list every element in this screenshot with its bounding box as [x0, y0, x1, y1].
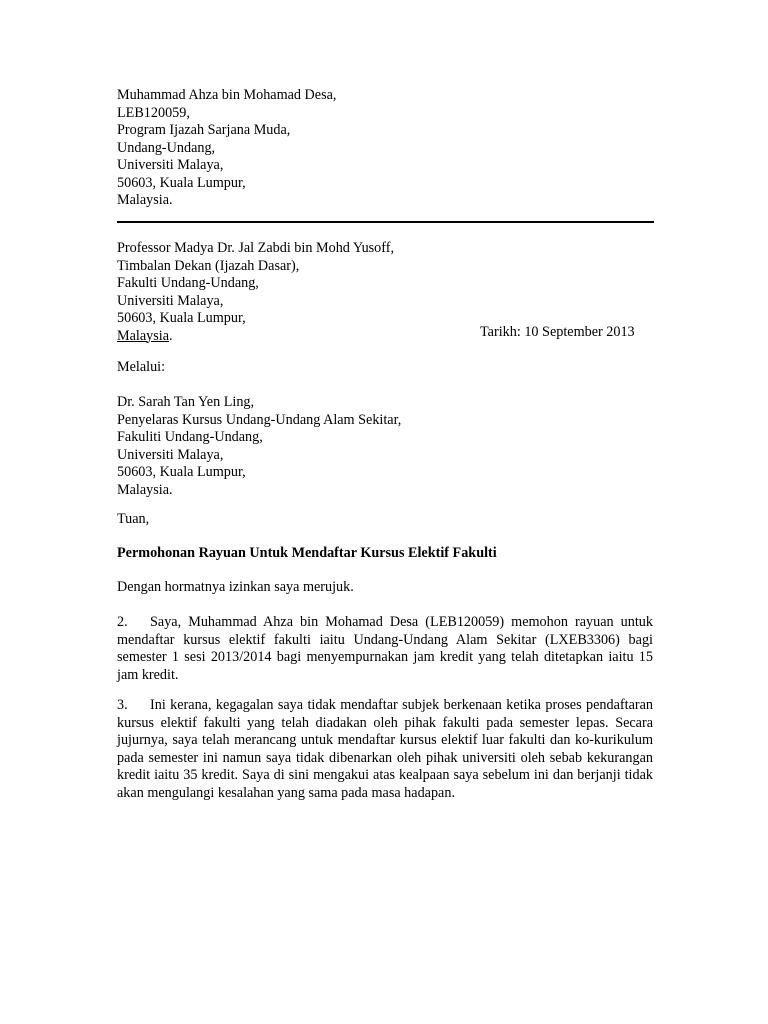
- sender-address: [117, 87, 653, 210]
- header-divider: [117, 221, 654, 223]
- sender-line: Muhammad Ahza bin Mohamad Desa,: [117, 87, 337, 103]
- paragraph-text: Ini kerana, kegagalan saya tidak mendaftar subjek berkenaan ketika proses pendaftaran kursus elektif fakulti yang telah diadakan oleh pihak fakulti pada semester lepas. Secara jujurnya, saya telah merancang untuk mendaftar kursus elektif luar fakulti dan ko-kurikulum pada semester ini namun saya tidak dibenarkan oleh pihak universiti oleh sebab kekurangan kredit iaitu 35 kredit. Saya di sini mengakui atas kealpaan saya sebelum ini dan berjanji tidak akan mengulangi kesalahan yang sama pada masa hadapan.: [117, 697, 653, 801]
- recipient-line: Professor Madya Dr. Jal Zabdi bin Mohd Yusoff,: [117, 240, 395, 256]
- recipient-line: Universiti Malaya,: [117, 292, 224, 309]
- via-line: Dr. Sarah Tan Yen Ling,: [117, 394, 255, 410]
- recipient-line: Fakulti Undang-Undang,: [117, 275, 259, 291]
- recipient-country-punct: .: [169, 327, 173, 344]
- paragraph-text: Saya, Muhammad Ahza bin Mohamad Desa (LEB120059) memohon rayuan untuk mendaftar kursus elektif fakulti iaitu Undang-Undang Alam Sekitar (LXEB3306) bagi semester 1 sesi 2013/2014 bagi menyempurnakan jam kredit yang telah ditetapkan iaitu 15 jam kredit.: [117, 614, 653, 683]
- paragraph-number: 2.: [117, 614, 128, 630]
- via-line: Penyelaras Kursus Undang-Undang Alam Sekitar,: [117, 411, 402, 428]
- salutation: Tuan,: [117, 511, 150, 527]
- via-line: Universiti Malaya,: [117, 446, 224, 463]
- paragraph-3: [117, 697, 653, 802]
- paragraph-number: 3.: [117, 697, 128, 713]
- sender-line: 50603, Kuala Lumpur,: [117, 174, 246, 191]
- via-line: 50603, Kuala Lumpur,: [117, 464, 246, 480]
- via-address: [117, 394, 653, 499]
- sender-line: Program Ijazah Sarjana Muda,: [117, 122, 291, 138]
- sender-line: Malaysia.: [117, 192, 173, 208]
- via-line: Malaysia.: [117, 481, 173, 498]
- via-label: Melalui:: [117, 359, 166, 375]
- recipient-line: 50603, Kuala Lumpur,: [117, 310, 246, 326]
- sender-line: Universiti Malaya,: [117, 157, 224, 173]
- recipient-country: Malaysia: [117, 327, 170, 344]
- paragraph-2: [117, 614, 653, 684]
- sender-line: LEB120059,: [117, 104, 190, 121]
- recipient-line: Timbalan Dekan (Ijazah Dasar),: [117, 257, 300, 274]
- via-line: Fakuliti Undang-Undang,: [117, 429, 263, 445]
- letter-date: Tarikh: 10 September 2013: [480, 324, 635, 340]
- opening-line: Dengan hormatnya izinkan saya merujuk.: [117, 579, 354, 595]
- letter-subject: Permohonan Rayuan Untuk Mendaftar Kursus Elektif Fakulti: [117, 545, 497, 561]
- sender-line: Undang-Undang,: [117, 139, 216, 156]
